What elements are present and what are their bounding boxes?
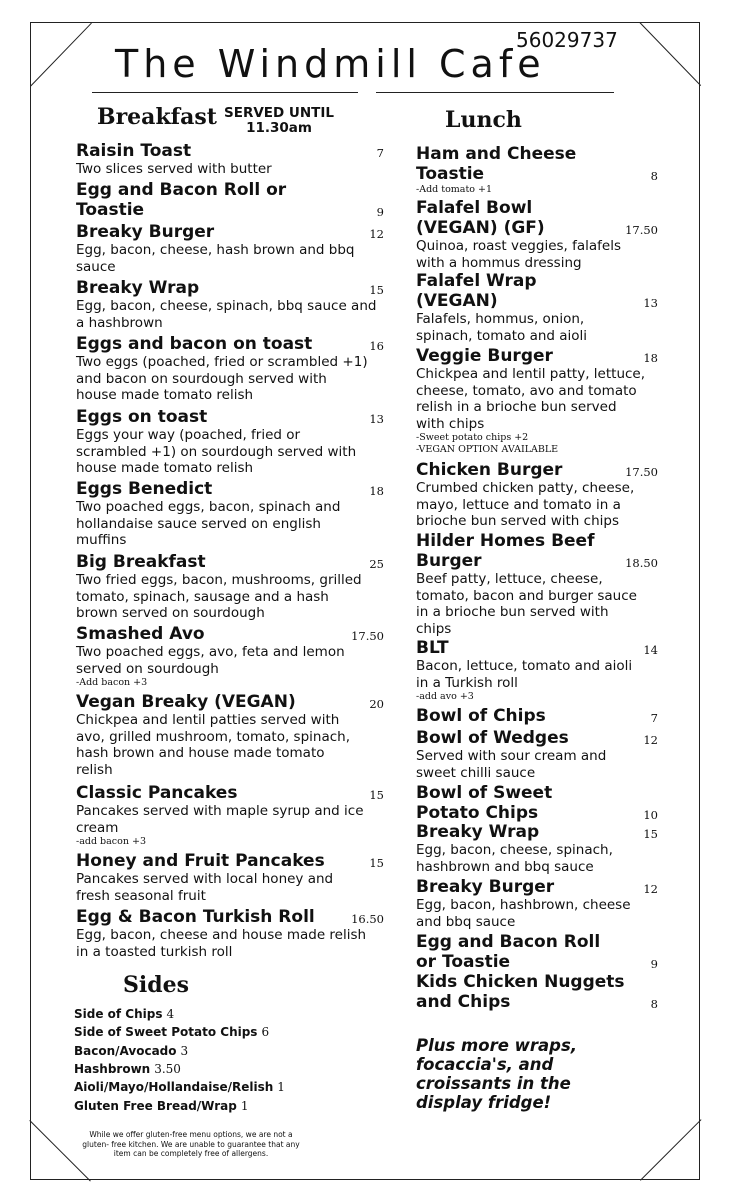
menu-item-name: and Chips (416, 992, 511, 1012)
side-item (74, 1062, 181, 1076)
disclaimer-line: While we offer gluten-free menu options, we are not a (89, 1130, 293, 1139)
menu-item-price: 18.50 (625, 556, 658, 570)
menu-item-name: Egg & Bacon Turkish Roll (76, 907, 315, 927)
menu-item (76, 851, 386, 904)
menu-item-description: Eggs your way (poached, fried or (76, 427, 301, 443)
menu-item-price: 10 (643, 808, 658, 822)
menu-item-price: 8 (650, 169, 658, 183)
page-title: The Windmill Cafe (115, 42, 546, 86)
menu-item (416, 972, 660, 1012)
menu-item (416, 460, 660, 530)
menu-item (76, 180, 386, 220)
menu-item-description: with chips (416, 415, 485, 432)
breakfast-heading: Breakfast (97, 104, 217, 130)
menu-item (416, 783, 660, 823)
menu-item-description: Egg, bacon, cheese, spinach, (416, 842, 613, 858)
menu-item-description: Falafels, hommus, onion, (416, 311, 585, 327)
menu-item-description: Two fried eggs, bacon, mushrooms, grilled (76, 572, 362, 588)
menu-item-name: or Toastie (416, 952, 511, 972)
side-item-name: Side of Sweet Potato Chips (74, 1025, 258, 1040)
menu-item-name: Egg and Bacon Roll or (76, 180, 287, 200)
menu-item-price: 12 (643, 733, 658, 747)
side-item-price: 1 (277, 1080, 285, 1095)
order-number: 56029737 (516, 28, 618, 52)
side-item (74, 1025, 269, 1039)
menu-item-description: in a brioche bun served with (416, 604, 609, 620)
menu-item-name: Toastie (416, 164, 485, 184)
menu-item (416, 638, 660, 703)
menu-item-price: 12 (369, 227, 384, 241)
side-item-name: Gluten Free Bread/Wrap (74, 1098, 237, 1113)
menu-item-description: and bbq sauce (416, 913, 516, 930)
menu-item-description: Two poached eggs, avo, feta and lemon (76, 644, 345, 660)
menu-item-description: fresh seasonal fruit (76, 887, 206, 904)
side-item (74, 1007, 174, 1021)
menu-item (76, 552, 386, 622)
menu-item-description: and bacon on sourdough served with (76, 370, 327, 387)
menu-item-price: 16.50 (351, 912, 384, 926)
menu-item-name: Bowl of Sweet (416, 783, 553, 803)
promo-line: Plus more wraps, (416, 1036, 578, 1055)
menu-item-name: (VEGAN) (416, 291, 498, 311)
menu-item-name: Falafel Bowl (416, 198, 533, 218)
menu-item-name: Hilder Homes Beef (416, 531, 595, 551)
menu-item-name: Raisin Toast (76, 141, 192, 161)
menu-item (416, 198, 660, 271)
side-item-price: 6 (261, 1025, 270, 1040)
title-underline-left (92, 92, 358, 93)
menu-item-name: Chicken Burger (416, 460, 563, 480)
menu-item-description: with a hommus dressing (416, 254, 582, 271)
side-item-name: Bacon/Avocado (74, 1043, 177, 1058)
menu-item (76, 907, 386, 960)
menu-item-description: cheese, tomato, avo and tomato (416, 382, 637, 399)
lunch-heading: Lunch (445, 107, 522, 133)
menu-item-description: in a toasted turkish roll (76, 943, 233, 960)
allergen-disclaimer (66, 1130, 316, 1159)
disclaimer-line: gluten- free kitchen. We are unable to guarantee that any (82, 1139, 300, 1149)
menu-item-description: Egg, bacon, cheese, spinach, bbq sauce and (76, 298, 377, 314)
menu-item-price: 18 (369, 484, 384, 498)
menu-item-price: 18 (643, 351, 658, 365)
served-until-time: 11.30am (246, 120, 312, 136)
menu-item-price: 17.50 (625, 223, 658, 237)
menu-item-price: 9 (650, 957, 658, 971)
menu-item-name: Vegan Breaky (VEGAN) (76, 692, 296, 712)
menu-item-description: chips (416, 620, 452, 637)
menu-item-name: Breaky Burger (76, 222, 215, 242)
menu-item-price: 13 (369, 412, 384, 426)
menu-item (76, 783, 386, 848)
menu-item-addon-note: -add bacon +3 (76, 836, 146, 847)
served-until-note (224, 106, 334, 136)
menu-item-addon-note: -Add tomato +1 (416, 184, 493, 195)
menu-item-name: Big Breakfast (76, 552, 206, 572)
menu-item-description: hollandaise sauce served on english (76, 515, 321, 532)
menu-item-description: sweet chilli sauce (416, 764, 536, 781)
menu-item-price: 8 (650, 997, 658, 1011)
side-item-name: Hashbrown (74, 1061, 151, 1076)
menu-item-description: Two slices served with butter (76, 161, 272, 177)
menu-item-description: Crumbed chicken patty, cheese, (416, 480, 635, 496)
title-underline-right (376, 92, 614, 93)
menu-item-name: Ham and Cheese (416, 144, 577, 164)
side-item-price: 4 (166, 1007, 175, 1021)
menu-item (416, 346, 660, 456)
menu-item-name: Eggs Benedict (76, 479, 213, 499)
promo-line: display fridge! (416, 1093, 552, 1112)
sides-heading: Sides (123, 972, 190, 998)
menu-item-description: Chickpea and lentil patties served with (76, 712, 340, 728)
menu-item (76, 278, 386, 331)
menu-item-name: Smashed Avo (76, 624, 205, 644)
menu-item (76, 222, 386, 275)
menu-item-name: Potato Chips (416, 803, 539, 823)
menu-item-description: in a Turkish roll (416, 674, 518, 691)
menu-item-description: relish in a brioche bun served (416, 399, 617, 415)
menu-item (416, 877, 660, 930)
menu-item-description: Egg, bacon, cheese, hash brown and bbq (76, 242, 355, 258)
menu-item-description: muffins (76, 532, 127, 548)
menu-item-price: 12 (643, 882, 658, 896)
menu-item (76, 334, 386, 404)
menu-item-name: (VEGAN) (GF) (416, 218, 545, 238)
menu-item-name: Bowl of Chips (416, 706, 546, 726)
menu-item-description: brioche bun served with chips (416, 513, 619, 529)
menu-item-description: scrambled +1) on sourdough served with (76, 443, 357, 460)
menu-item-name: Breaky Burger (416, 877, 555, 897)
menu-item (76, 692, 386, 778)
menu-item-name: Classic Pancakes (76, 783, 238, 803)
menu-item-name: Kids Chicken Nuggets (416, 972, 625, 992)
menu-item (416, 932, 660, 972)
menu-item (76, 624, 386, 689)
menu-item-description: mayo, lettuce and tomato in a (416, 496, 621, 513)
menu-item-description: Two eggs (poached, fried or scrambled +1) (76, 354, 368, 370)
menu-item-price: 15 (369, 788, 384, 802)
menu-item-description: Egg, bacon, cheese and house made relish (76, 927, 367, 943)
menu-item (416, 822, 660, 875)
menu-item-price: 15 (369, 856, 384, 870)
menu-item-description: relish (76, 761, 113, 778)
menu-item-description: Pancakes served with local honey and (76, 871, 334, 887)
menu-item (416, 144, 660, 196)
menu-item-price: 25 (369, 557, 384, 571)
side-item (74, 1080, 285, 1094)
side-item-name: Side of Chips (74, 1007, 163, 1021)
promo-line: focaccia's, and (416, 1055, 554, 1074)
menu-item-description: Quinoa, roast veggies, falafels (416, 238, 622, 254)
menu-item (416, 728, 660, 781)
display-fridge-note (416, 1036, 616, 1112)
side-item-name: Aioli/Mayo/Hollandaise/Relish (74, 1080, 274, 1095)
side-item (74, 1099, 248, 1113)
menu-item-name: Breaky Wrap (416, 822, 540, 842)
menu-item-description: tomato, spinach, sausage and a hash (76, 588, 329, 605)
menu-item-description: Bacon, lettuce, tomato and aioli (416, 658, 633, 674)
menu-item-name: Egg and Bacon Roll (416, 932, 601, 952)
menu-item-addon-note: -add avo +3 (416, 691, 474, 702)
side-item-price: 1 (240, 1098, 249, 1113)
menu-item (416, 271, 660, 344)
menu-item-name: Eggs on toast (76, 407, 208, 427)
menu-item-addon-note: -VEGAN OPTION AVAILABLE (416, 444, 559, 455)
menu-item-description: brown served on sourdough (76, 605, 265, 621)
disclaimer-line: item can be completely free of allergens. (113, 1149, 269, 1158)
menu-item-description: a hashbrown (76, 314, 163, 331)
menu-item-price: 15 (369, 283, 384, 297)
menu-item-price: 7 (376, 146, 384, 160)
menu-item (76, 479, 386, 549)
menu-item-price: 16 (369, 339, 384, 353)
menu-item-name: Toastie (76, 200, 145, 220)
menu-item-description: cream (76, 819, 119, 836)
menu-item-description: served on sourdough (76, 660, 219, 677)
menu-item-price: 17.50 (625, 465, 658, 479)
menu-item-name: Bowl of Wedges (416, 728, 569, 748)
menu-item-price: 17.50 (351, 629, 384, 643)
menu-item-name: Falafel Wrap (416, 271, 537, 291)
menu-item-name: BLT (416, 638, 449, 658)
menu-item-description: Served with sour cream and (416, 748, 607, 764)
menu-item-description: Two poached eggs, bacon, spinach and (76, 499, 341, 515)
menu-item-addon-note: -Sweet potato chips +2 (416, 432, 529, 443)
menu-item-addon-note: -Add bacon +3 (76, 677, 148, 688)
menu-item-description: avo, grilled mushroom, tomato, spinach, (76, 728, 351, 745)
menu-item-price: 7 (650, 711, 658, 725)
menu-item-description: hashbrown and bbq sauce (416, 858, 594, 875)
side-item-price: 3 (180, 1043, 189, 1058)
menu-item (76, 141, 386, 178)
menu-item-price: 9 (376, 205, 384, 219)
menu-item (416, 531, 660, 637)
menu-item-price: 13 (643, 296, 658, 310)
menu-item-name: Eggs and bacon on toast (76, 334, 313, 354)
menu-item-name: Veggie Burger (416, 346, 553, 366)
side-item (74, 1044, 188, 1058)
menu-item-description: spinach, tomato and aioli (416, 327, 588, 344)
menu-item-description: Beef patty, lettuce, cheese, (416, 571, 603, 587)
menu-item (416, 706, 660, 726)
served-until-line: SERVED UNTIL (224, 105, 335, 121)
menu-item-price: 15 (643, 827, 658, 841)
promo-line: croissants in the (416, 1074, 571, 1093)
menu-item-description: house made tomato relish (76, 387, 254, 403)
menu-item (76, 407, 386, 477)
menu-item-name: Honey and Fruit Pancakes (76, 851, 325, 871)
menu-item-description: sauce (76, 258, 116, 275)
menu-item-description: Pancakes served with maple syrup and ice (76, 803, 364, 819)
menu-item-description: tomato, bacon and burger sauce (416, 587, 637, 604)
menu-item-description: Chickpea and lentil patty, lettuce, (416, 366, 646, 382)
menu-item-price: 14 (643, 643, 658, 657)
menu-item-description: house made tomato relish (76, 460, 254, 476)
side-item-price: 3.50 (154, 1061, 181, 1076)
menu-item-description: hash brown and house made tomato (76, 745, 325, 761)
menu-item-name: Breaky Wrap (76, 278, 200, 298)
menu-item-description: Egg, bacon, hashbrown, cheese (416, 897, 631, 913)
menu-item-price: 20 (369, 697, 384, 711)
menu-item-name: Burger (416, 551, 482, 571)
